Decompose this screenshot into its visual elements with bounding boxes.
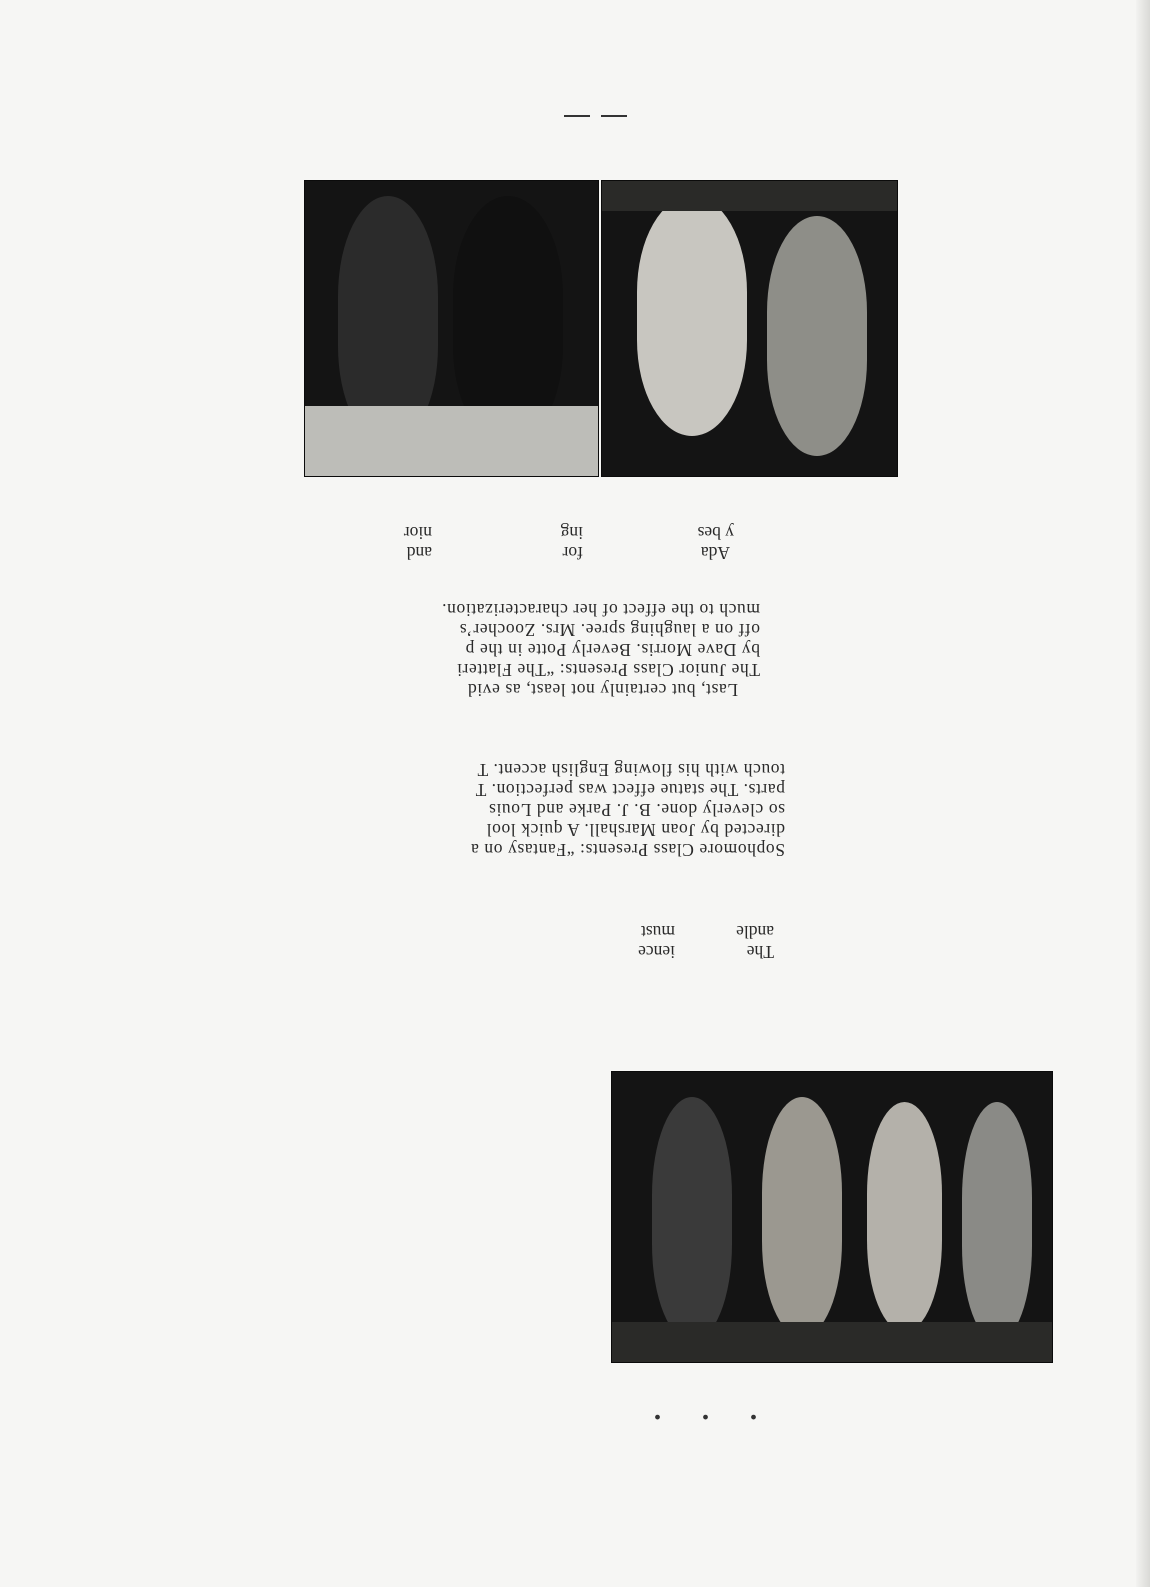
photo-flatterer-scene <box>304 180 599 477</box>
junior-line-5: much to the effect of her characterization. <box>441 600 760 620</box>
fragment-for: for <box>562 543 583 563</box>
junior-line-1: Last, but certainly not least, as evid <box>467 680 738 700</box>
fragment-y-bes: y bes <box>697 523 734 543</box>
photo-sophomore-cast <box>611 1071 1053 1363</box>
fragment-and: and <box>406 543 432 563</box>
divider-dash-1 <box>601 116 627 118</box>
junior-paragraph <box>442 600 760 700</box>
sophomore-line-4: parts. The statue effect was perfection. T <box>475 780 785 800</box>
fragment-ada: Ada <box>700 543 730 563</box>
fragment-ing: ing <box>560 523 583 543</box>
fragment-nior: nior <box>403 523 432 543</box>
sophomore-line-1: Sophomore Class Presents: “Fantasy on a <box>470 840 785 860</box>
junior-line-4: off on a laughing spree. Mrs. Zoocher’s <box>459 620 760 640</box>
photo-junior-pair <box>601 180 898 477</box>
sophomore-line-2: directed by Joan Marshall. A quick lool <box>486 820 785 840</box>
fragment-andle: andle <box>736 922 774 942</box>
sophomore-line-5: touch with his flowing English accent. T <box>476 760 785 780</box>
divider-dash-2 <box>564 116 590 118</box>
fragment-the: The <box>746 942 774 962</box>
fragment-must: must <box>640 922 675 942</box>
junior-line-3: by Dave Morris. Beverly Potte in the p <box>465 640 760 660</box>
sophomore-paragraph <box>470 760 785 860</box>
junior-line-2: The Junior Class Presents: “The Flatteri <box>456 660 760 680</box>
fragment-ience: ience <box>638 942 675 962</box>
ellipsis-dots: • • • <box>635 1405 757 1427</box>
sophomore-line-3: so cleverly done. B. J. Parke and Louis <box>488 800 785 820</box>
